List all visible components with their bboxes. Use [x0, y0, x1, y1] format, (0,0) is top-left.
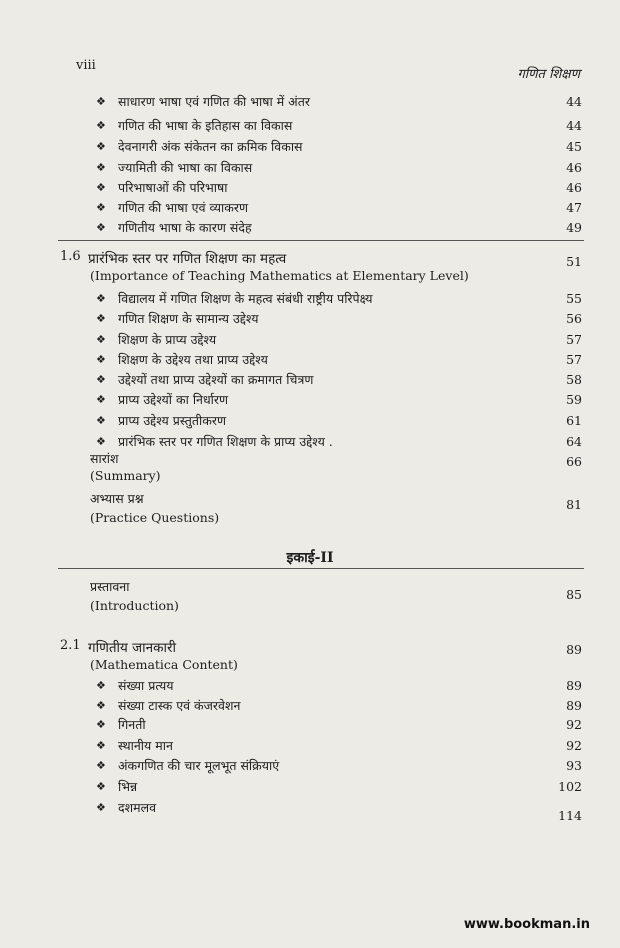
entry-title: देवनागरी अंक संकेतन का क्रमिक विकास: [118, 139, 303, 154]
publisher-website[interactable]: www.bookman.in: [463, 917, 590, 932]
entry-page: 58: [566, 372, 582, 387]
toc-entry: [0, 390, 620, 410]
toc-entry: [0, 777, 620, 797]
entry-page: 92: [566, 738, 582, 753]
toc-entry: [0, 309, 620, 329]
bullet-icon: ❖: [96, 292, 106, 305]
entry-page: 56: [566, 311, 582, 326]
bullet-icon: ❖: [96, 140, 106, 153]
practice-title: अभ्यास प्रश्न: [90, 491, 144, 506]
page-number: viii: [76, 58, 96, 73]
entry-page: 46: [566, 160, 582, 175]
entry-page: 55: [566, 291, 582, 306]
section-title: प्रारंभिक स्तर पर गणित शिक्षण का महत्व: [88, 251, 287, 267]
introduction-page: 85: [566, 587, 582, 602]
entry-page: 89: [566, 698, 582, 713]
entry-page: 64: [566, 434, 582, 449]
entry-page: 114: [558, 808, 582, 823]
toc-entry: [0, 411, 620, 431]
summary-title: सारांश: [90, 451, 119, 466]
entry-page: 89: [566, 678, 582, 693]
toc-entry: [0, 289, 620, 309]
toc-entry: [0, 330, 620, 350]
entry-page: 44: [566, 94, 582, 109]
section-page: 51: [566, 254, 582, 269]
summary-title-english: (Summary): [90, 468, 161, 483]
entry-page: 57: [566, 332, 582, 347]
entry-title: शिक्षण के उद्देश्य तथा प्राप्य उद्देश्य: [118, 352, 268, 367]
entry-title: गणित की भाषा के इतिहास का विकास: [118, 118, 293, 133]
entry-page: 49: [566, 220, 582, 235]
bullet-icon: ❖: [96, 759, 106, 772]
bullet-icon: ❖: [96, 221, 106, 234]
bullet-icon: ❖: [96, 95, 106, 108]
entry-title: गणितीय भाषा के कारण संदेह: [118, 220, 252, 235]
toc-entry: [0, 116, 620, 136]
entry-page: 102: [558, 779, 582, 794]
section-title-english: (Importance of Teaching Mathematics at Elementary Level): [90, 268, 469, 283]
unit-divider: [58, 568, 584, 569]
bullet-icon: ❖: [96, 699, 106, 712]
entry-title: दशमलव: [118, 800, 157, 815]
entry-page: 47: [566, 200, 582, 215]
entry-page: 57: [566, 352, 582, 367]
section-number: 2.1: [60, 638, 81, 653]
summary-page: 66: [566, 454, 582, 469]
bullet-icon: ❖: [96, 312, 106, 325]
toc-entry: [0, 432, 620, 452]
toc-entry: [0, 715, 620, 735]
entry-title: संख्या प्रत्यय: [118, 678, 174, 693]
running-title: गणित शिक्षण: [517, 67, 580, 82]
bullet-icon: ❖: [96, 119, 106, 132]
toc-entry: [0, 137, 620, 157]
entry-title: प्राप्य उद्देश्य प्रस्तुतीकरण: [118, 413, 226, 428]
entry-title: साधारण भाषा एवं गणित की भाषा में अंतर: [118, 94, 310, 109]
toc-entry: [0, 158, 620, 178]
bullet-icon: ❖: [96, 414, 106, 427]
bullet-icon: ❖: [96, 801, 106, 814]
entry-title: उद्देश्यों तथा प्राप्य उद्देश्यों का क्रमागत चित्रण: [118, 372, 314, 387]
entry-title: गिनती: [118, 717, 146, 732]
entry-title: परिभाषाओं की परिभाषा: [118, 180, 228, 195]
toc-entry: [0, 370, 620, 390]
bullet-icon: ❖: [96, 780, 106, 793]
entry-title: अंकगणित की चार मूलभूत संक्रियाएं: [118, 758, 280, 773]
toc-entry: [0, 736, 620, 756]
entry-title: गणित शिक्षण के सामान्य उद्देश्य: [118, 311, 259, 326]
bullet-icon: ❖: [96, 161, 106, 174]
unit-heading: इकाई-II: [286, 550, 334, 566]
entry-page: 46: [566, 180, 582, 195]
entry-page: 59: [566, 392, 582, 407]
toc-entry: [0, 676, 620, 696]
toc-entry: [0, 756, 620, 776]
toc-entry: [0, 218, 620, 238]
practice-page: 81: [566, 497, 582, 512]
section-divider: [58, 240, 584, 241]
entry-title: प्राप्य उद्देश्यों का निर्धारण: [118, 392, 229, 407]
bullet-icon: ❖: [96, 393, 106, 406]
bullet-icon: ❖: [96, 739, 106, 752]
toc-entry: [0, 696, 620, 716]
entry-page: 45: [566, 139, 582, 154]
toc-entry: [0, 798, 620, 823]
entry-title: गणित की भाषा एवं व्याकरण: [118, 200, 249, 215]
entry-page: 44: [566, 118, 582, 133]
section-page: 89: [566, 642, 582, 657]
entry-title: विद्यालय में गणित शिक्षण के महत्व संबंधी राष्ट्रीय परिपेक्ष्य: [118, 291, 373, 306]
introduction-title-english: (Introduction): [90, 598, 179, 613]
entry-page: 93: [566, 758, 582, 773]
toc-entry: [0, 92, 620, 112]
entry-title: शिक्षण के प्राप्य उद्देश्य: [118, 332, 217, 347]
section-number: 1.6: [60, 249, 81, 264]
bullet-icon: ❖: [96, 718, 106, 731]
entry-title: भिन्न: [118, 779, 138, 794]
toc-entry: [0, 198, 620, 218]
section-title: गणितीय जानकारी: [88, 640, 177, 656]
bullet-icon: ❖: [96, 679, 106, 692]
bullet-icon: ❖: [96, 333, 106, 346]
entry-title: संख्या टास्क एवं कंजरवेशन: [118, 698, 241, 713]
section-title-english: (Mathematica Content): [90, 657, 238, 672]
bullet-icon: ❖: [96, 373, 106, 386]
bullet-icon: ❖: [96, 353, 106, 366]
bullet-icon: ❖: [96, 201, 106, 214]
entry-title: ज्यामिती की भाषा का विकास: [118, 160, 253, 175]
toc-entry: [0, 178, 620, 198]
introduction-title: प्रस्तावना: [90, 579, 130, 594]
bullet-icon: ❖: [96, 435, 106, 448]
toc-entry: [0, 350, 620, 370]
practice-title-english: (Practice Questions): [90, 510, 220, 525]
entry-title: स्थानीय मान: [118, 738, 173, 753]
bullet-icon: ❖: [96, 181, 106, 194]
entry-page: 61: [566, 413, 582, 428]
entry-title: प्रारंभिक स्तर पर गणित शिक्षण के प्राप्य उद्देश्य .: [118, 434, 333, 449]
entry-page: 92: [566, 717, 582, 732]
